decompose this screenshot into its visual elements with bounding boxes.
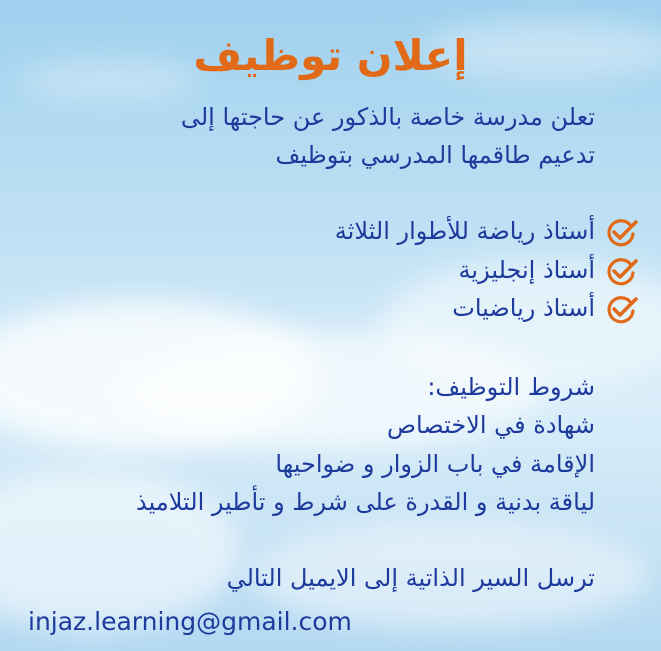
contact-email[interactable]: injaz.learning@gmail.com — [28, 607, 352, 636]
send-cv-instruction: ترسل السير الذاتية إلى الايميل التالي — [226, 564, 595, 592]
checkmark-circle-icon — [605, 257, 639, 287]
condition-item: لياقة بدنية و القدرة على شرط و تأطير التلاميذ — [136, 488, 595, 516]
position-item: أستاذ رياضة للأطوار الثلاثة — [334, 217, 595, 245]
condition-item: الإقامة في باب الزوار و ضواحيها — [275, 450, 595, 478]
intro-line: تدعيم طاقمها المدرسي بتوظيف — [275, 141, 595, 169]
condition-item: شهادة في الاختصاص — [386, 411, 595, 439]
position-item: أستاذ إنجليزية — [458, 256, 595, 284]
announcement-title: إعلان توظيف — [193, 31, 468, 80]
checkmark-circle-icon — [605, 295, 639, 325]
intro-line: تعلن مدرسة خاصة بالذكور عن حاجتها إلى — [180, 103, 595, 131]
position-item: أستاذ رياضيات — [452, 294, 595, 322]
conditions-heading: شروط التوظيف: — [427, 373, 595, 401]
checkmark-circle-icon — [605, 218, 639, 248]
